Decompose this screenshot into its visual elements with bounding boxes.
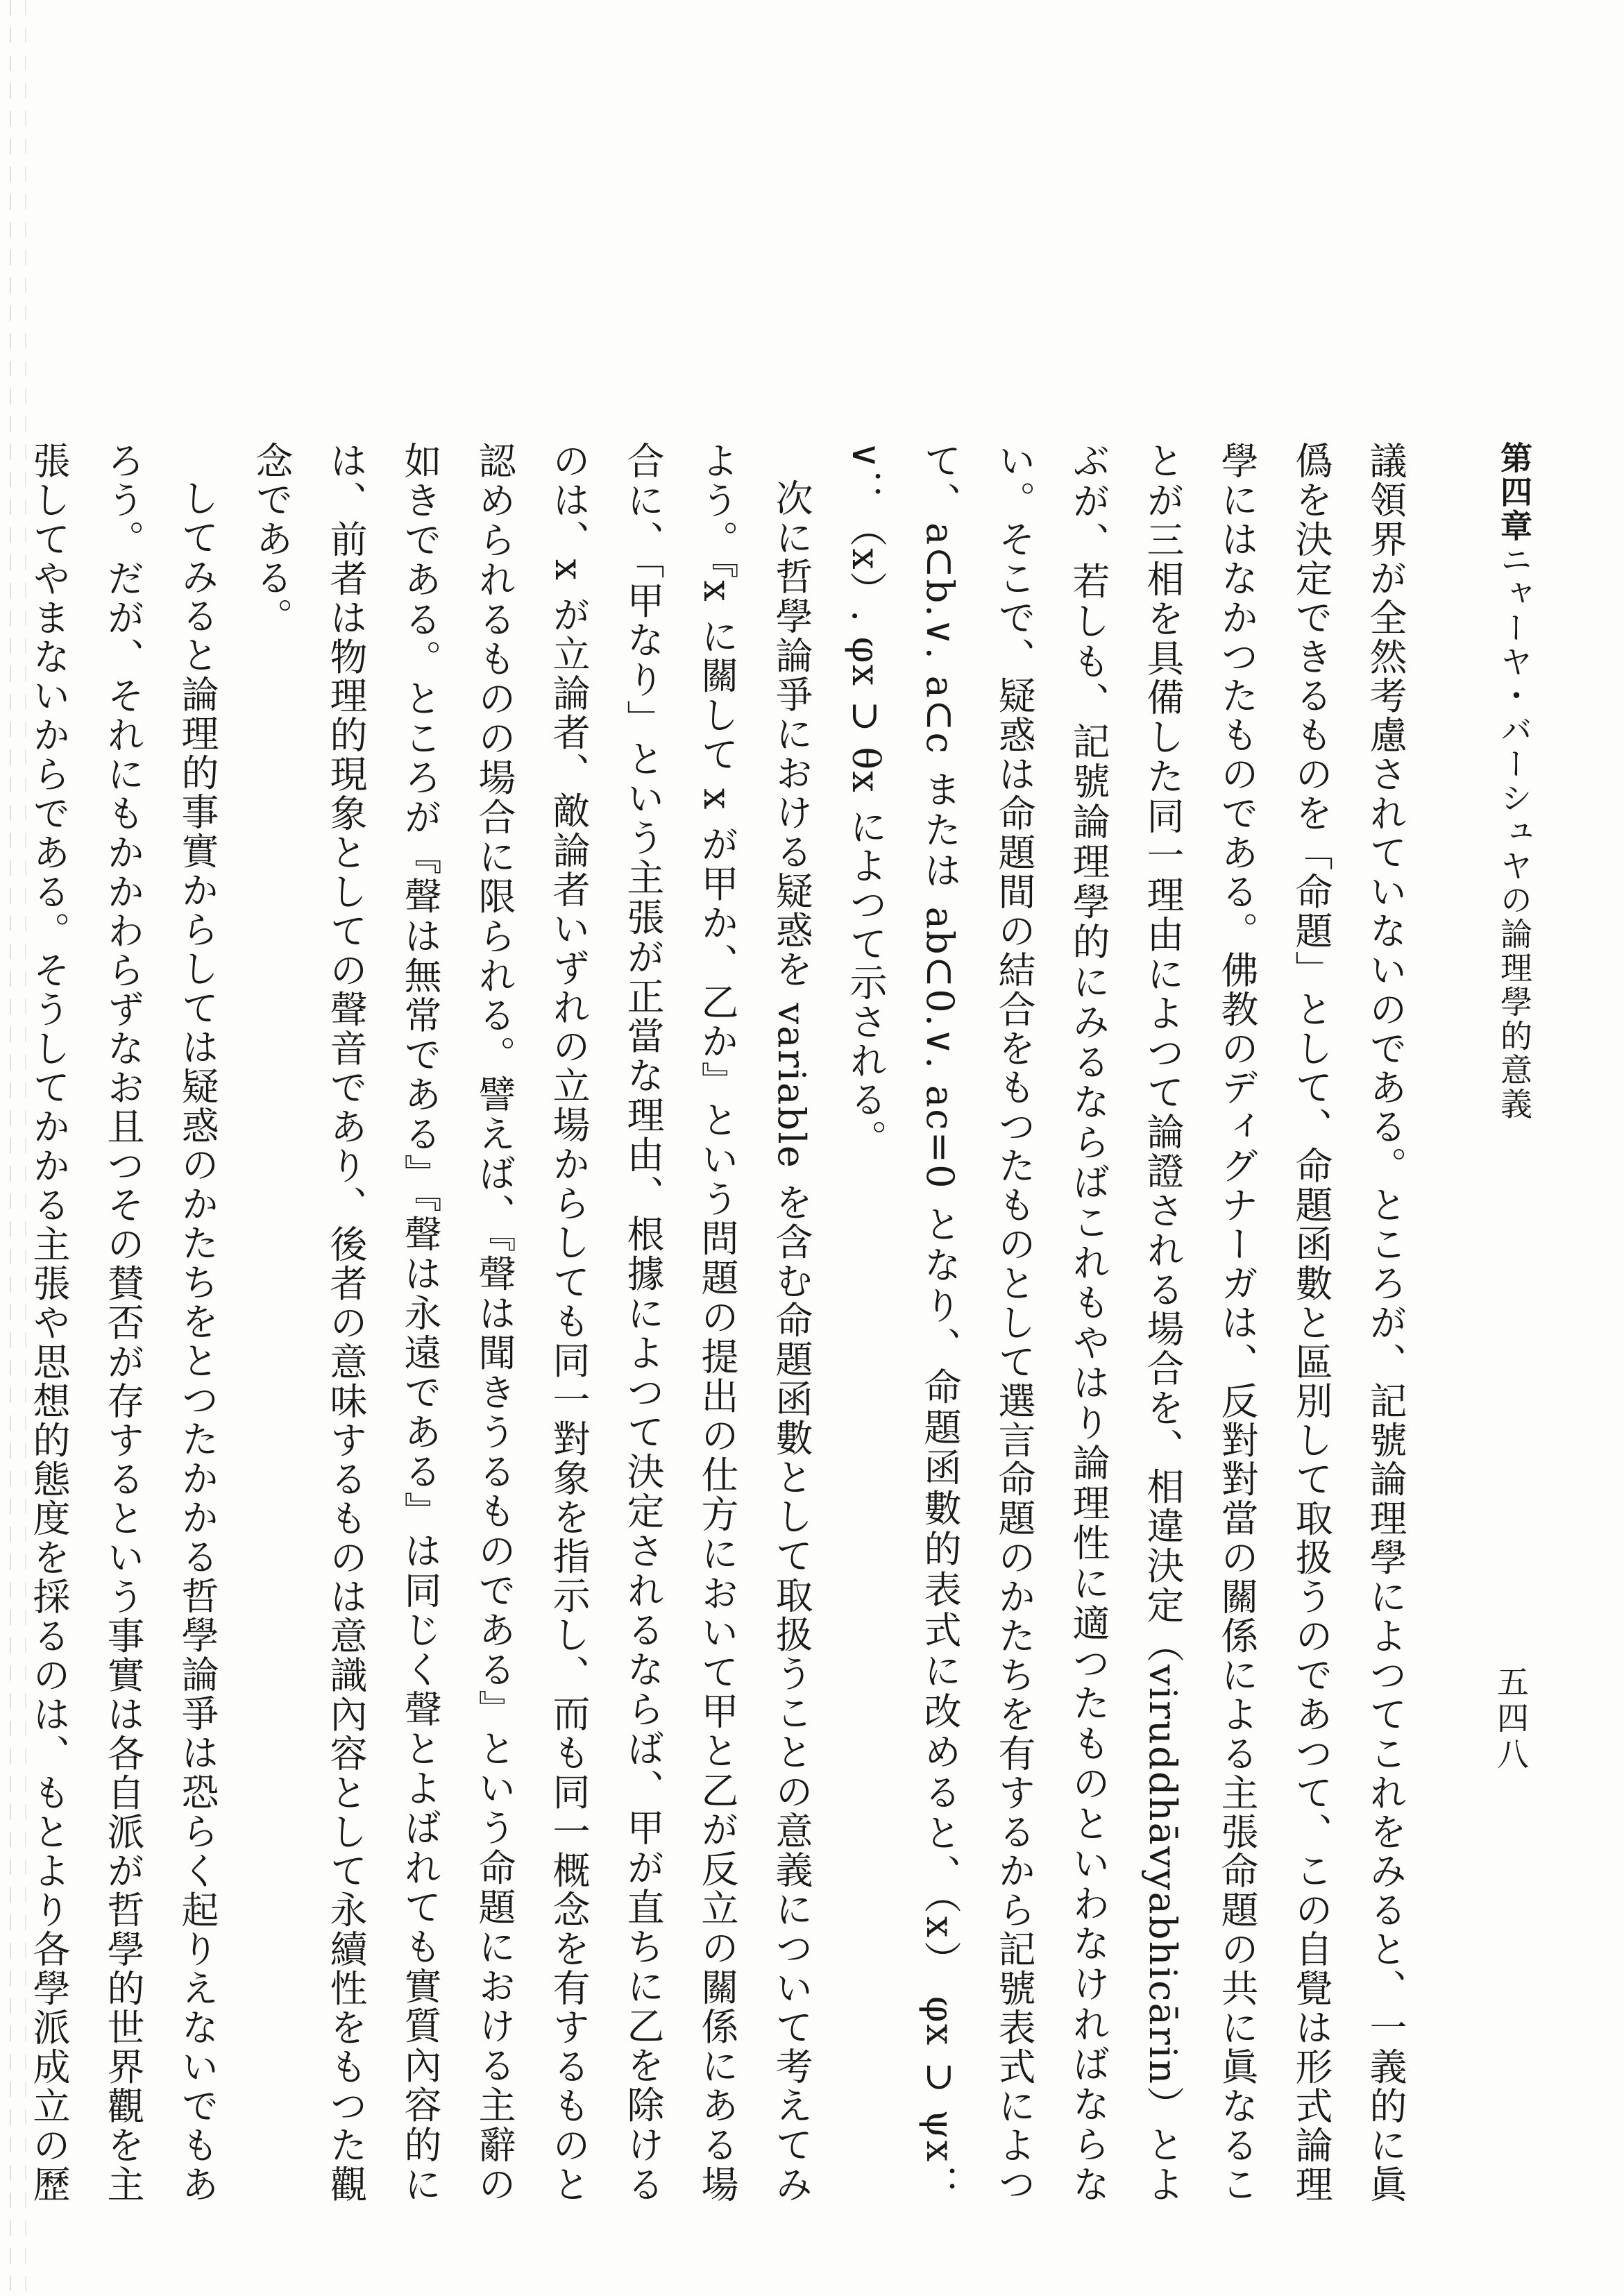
page-number: 五四八 bbox=[1492, 1665, 1530, 1774]
body-text bbox=[27, 441, 1423, 2204]
running-header bbox=[1494, 441, 1535, 1121]
paragraph-2: 次に哲學論爭における疑惑を variable を含む命題函數として取扱うことの意義について考えてみよう。『x に關して x が甲か、乙か』という問題の提出の仕方において甲と乙が反立の關係にある場合に、「甲なり」という主張が正當な理由、根據によつて決定されるならば、甲が直ちに乙を除けるのは、x が立論者、敵論者いずれの立場からしても同一對象を指示し、而も同一概念を有するものと認められるものの場合に限られる。譬えば、『聲は聞きうるものである』という命題における主辭の如きである。ところが『聲は無常である』『聲は永遠である』は同じく聲とよばれても實質內容的には、前者は物理的現象としての聲音であり、後者の意味するものは意識內容として永續性をもつた觀念である。 bbox=[250, 441, 813, 2204]
chapter-label: 第四章 bbox=[1496, 441, 1533, 543]
paragraph-3: してみると論理的事實からしては疑惑のかたちをとつたかかる哲學論爭は恐らく起りえないでもあろう。だが、それにもかかわらずなお且つその賛否が存するという事實は各自派が哲學的世界觀を主張してやまないからである。そうしてかかる主張や思想的態度を採るのは、もとより各學派成立の歷 bbox=[27, 441, 219, 2204]
chapter-title: ニャーヤ・バーシュヤの論理學的意義 bbox=[1496, 543, 1533, 1121]
paragraph-1: 議領界が全然考慮されていないのである。ところが、記號論理學によつてこれをみると、一義的に眞僞を決定できるものを「命題」として、命題函數と區別して取扱うのであつて、この自覺は形式論理學にはなかつたものである。佛教のディグナーガは、反對對當の關係による主張命題の共に眞なることが三相を具備した同一理由によつて論證される場合を、相違決定（viruddhāvyabhicārin）とよぶが、若しも、記號論理學的にみるならばこれもやはり論理性に適つたものといわなければならない。そこで、疑惑は命題間の結合をもつたものとして選言命題のかたちを有するから記號表式によつて、a⊂b.∨. a⊂c または ab⊂0.∨. ac=0 となり、命題函數的表式に改めると、（x） φx ⊃ ψx：∨：（x）. φx ⊃ θx によつて示される。 bbox=[844, 441, 1407, 2204]
